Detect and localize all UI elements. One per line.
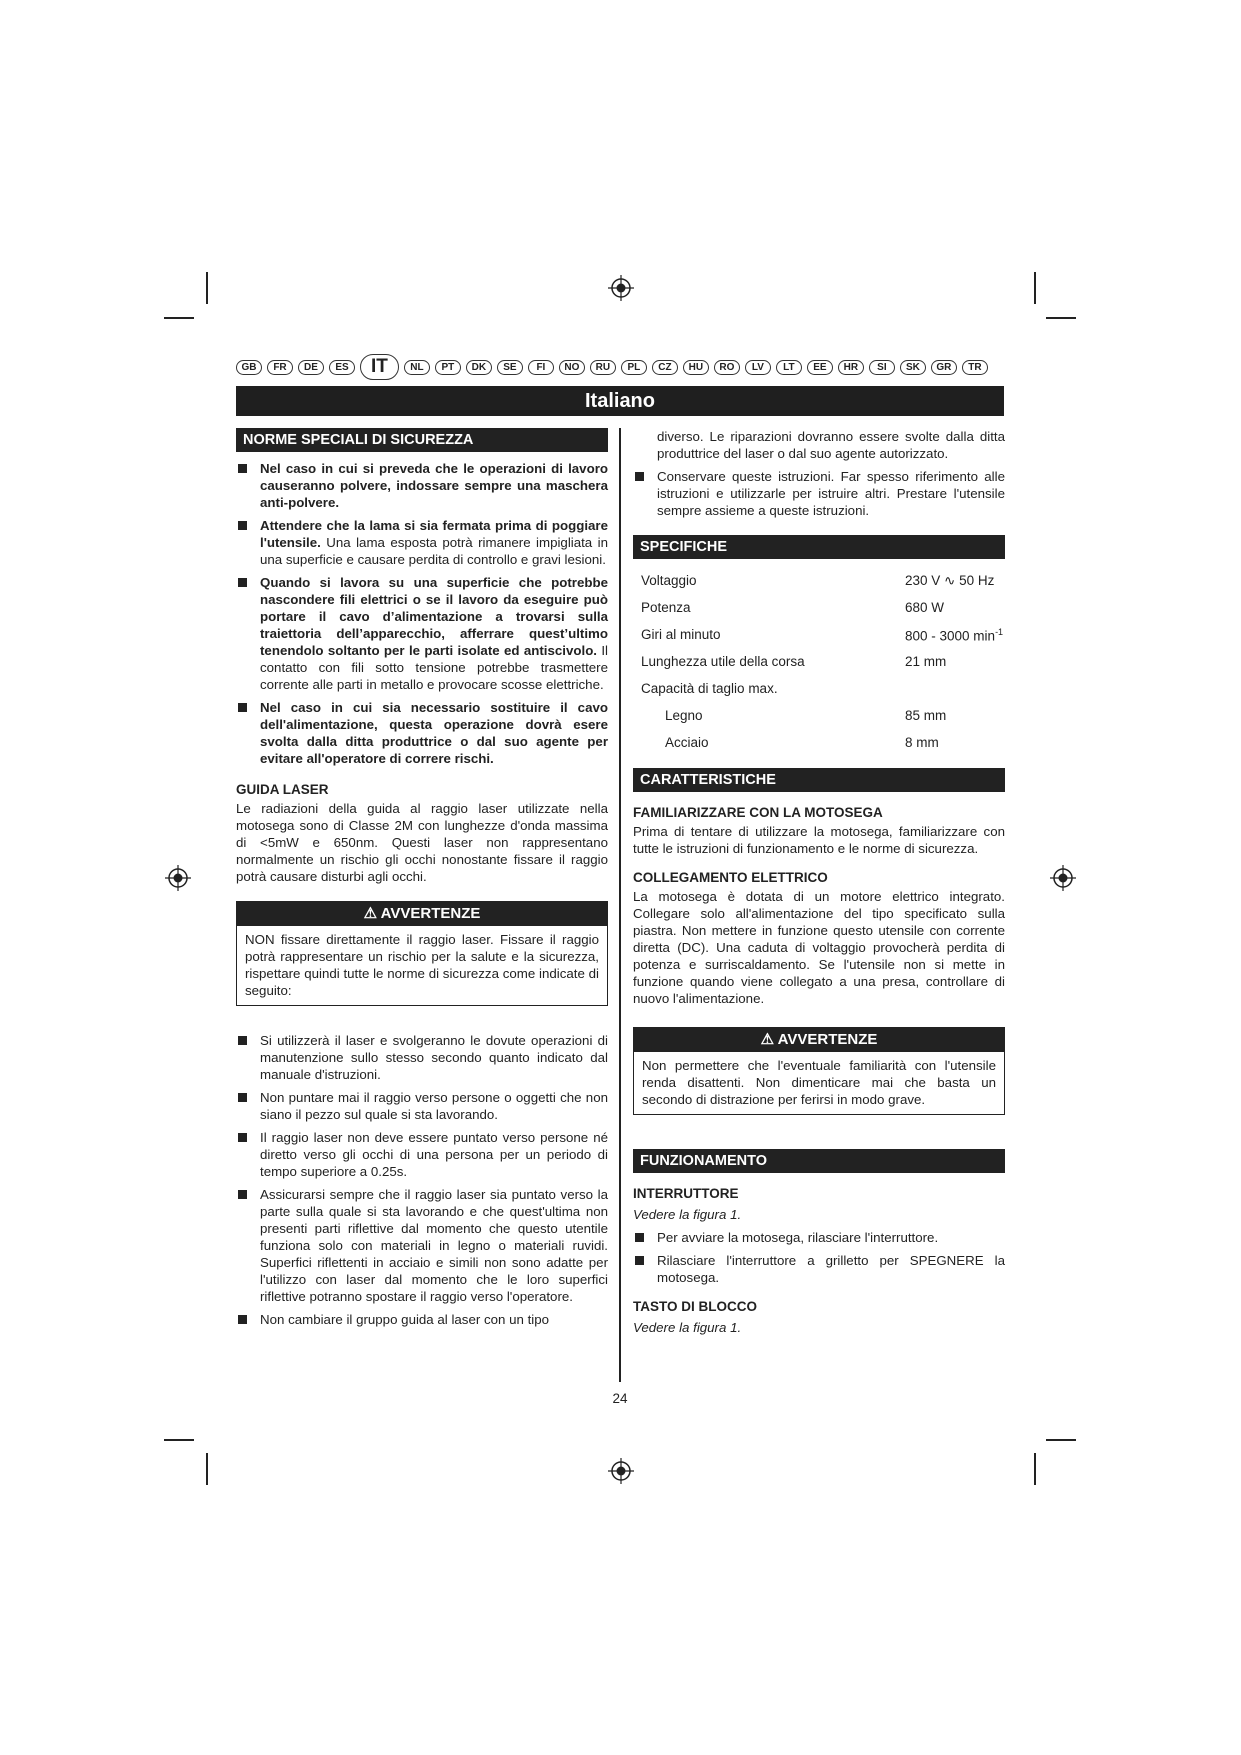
page-title: Italiano <box>236 386 1004 416</box>
figure-reference: Vedere la figura 1. <box>633 1320 742 1335</box>
language-tab-pl[interactable]: PL <box>621 360 647 375</box>
subheading-interruttore: INTERRUTTORE <box>633 1186 739 1201</box>
language-tab-de[interactable]: DE <box>298 360 324 375</box>
crop-mark <box>1034 1453 1036 1485</box>
spec-label: Voltaggio <box>641 573 697 588</box>
subheading-familiarizzare: FAMILIARIZZARE CON LA MOTOSEGA <box>633 805 883 820</box>
spec-value <box>905 729 1005 756</box>
list-item-bold: Nel caso in cui si preveda che le operazioni di lavoro causeranno polvere, indossare sempre una maschera anti-polvere. <box>260 461 608 510</box>
language-selector <box>236 356 1004 378</box>
guida-laser-text: Le radiazioni della guida al raggio laser utilizzate nella motosega sono di Classe 2M con lunghezze d'onda massima di <5mW e 650nm. Questi laser non rappresentano normalmente un rischio gli occhi nonostante fissare il raggio potrà causare disturbi agli occhi. <box>236 801 608 884</box>
subheading-guida-laser: GUIDA LASER <box>236 782 329 797</box>
spec-value <box>905 675 1005 702</box>
crop-mark <box>1046 1439 1076 1441</box>
spec-label: Potenza <box>641 600 691 615</box>
warning-triangle-icon: ⚠ <box>760 1031 775 1048</box>
list-item-bold: Quando si lavora su una superficie che potrebbe nascondere fili elettrici o se il lavoro da eseguire può portare il cavo d’alimentazione a trovarsi sulla traiettoria dell’apparecchio, afferrare quest’ultimo tenendolo soltanto per le parti isolate ed antiscivolo. <box>260 575 608 658</box>
language-tab-ro[interactable]: RO <box>714 360 740 375</box>
language-tab-cz[interactable]: CZ <box>652 360 678 375</box>
spec-value <box>905 648 1005 675</box>
language-tab-gb[interactable]: GB <box>236 360 262 375</box>
spec-label: Capacità di taglio max. <box>641 681 778 696</box>
left-column <box>236 428 608 1334</box>
list-item: Per avviare la motosega, rilasciare l'interruttore. <box>633 1229 1005 1246</box>
list-item <box>236 699 608 767</box>
list-item: Assicurarsi sempre che il raggio laser sia puntato verso la parte sulla quale si sta lavorando e che quest'ultima non presenti parti riflettive dal momento che questo utentile funziona solo con materiali in legno o materiali ruvidi. Superfici riflettenti in acciaio e simili non sono adatte per l'utilizzo con laser dal momento che le loro superfici riflettive potranno spostare il raggio verso l'operatore. <box>236 1186 608 1305</box>
language-tab-ee[interactable]: EE <box>807 360 833 375</box>
spec-row <box>633 621 1005 648</box>
list-item-text: Il contatto con fili sotto tensione potrebbe trasmettere corrente alle parti in metallo e provocare scosse elettriche. <box>260 643 609 692</box>
spec-row <box>633 648 1005 675</box>
crop-mark <box>164 1439 194 1441</box>
language-tab-hu[interactable]: HU <box>683 360 709 375</box>
spec-value <box>905 567 1005 594</box>
language-tab-nl[interactable]: NL <box>404 360 430 375</box>
language-tab-hr[interactable]: HR <box>838 360 864 375</box>
language-tab-tr[interactable]: TR <box>962 360 988 375</box>
registration-mark-icon <box>1050 865 1076 891</box>
language-tab-gr[interactable]: GR <box>931 360 957 375</box>
warning-box-laser <box>236 901 608 1006</box>
spec-row <box>633 567 1005 594</box>
warning-box-familiarity <box>633 1027 1005 1115</box>
page-number: 24 <box>612 1391 628 1406</box>
warning-text: Non permettere che l'eventuale familiarità con l'utensile renda disattenti. Non dimenticare mai che basta un secondo di distrazione per ferirsi in modo grave. <box>642 1058 996 1107</box>
language-tab-dk[interactable]: DK <box>466 360 492 375</box>
spec-value <box>905 594 1005 621</box>
list-item: Conservare queste istruzioni. Far spesso riferimento alle istruzioni e utilizzarle per istruire altri. Prestare l'utensile sempre assieme a queste istruzioni. <box>633 468 1005 519</box>
continued-text: diverso. Le riparazioni dovranno essere svolte dalla ditta produttrice del laser o dal suo agente autorizzato. <box>657 429 1005 461</box>
spec-row <box>633 594 1005 621</box>
subheading-collegamento: COLLEGAMENTO ELETTRICO <box>633 870 828 885</box>
warning-title: AVVERTENZE <box>777 1031 878 1048</box>
language-tab-sk[interactable]: SK <box>900 360 926 375</box>
list-item-bold: Nel caso in cui sia necessario sostituire il cavo dell'alimentazione, questa operazione dovrà esere svolta dalla ditta produttrice o dal suo agente per evitare all'operatore di correre rischi. <box>260 700 608 766</box>
language-tab-fi[interactable]: FI <box>528 360 554 375</box>
list-item-bold: Attendere che la lama si sia fermata prima di poggiare l'utensile. <box>260 518 608 550</box>
column-divider <box>619 428 621 1382</box>
spec-value-text: 230 V ∿ 50 Hz <box>905 573 995 588</box>
spec-value-text: 21 mm <box>905 654 947 669</box>
list-item: Il raggio laser non deve essere puntato verso persone né diretto verso gli occhi di una persona per un periodo di tempo superiore a 0.25s. <box>236 1129 608 1180</box>
language-tab-es[interactable]: ES <box>329 360 355 375</box>
crop-mark <box>164 317 194 319</box>
language-tab-pt[interactable]: PT <box>435 360 461 375</box>
list-item <box>236 460 608 511</box>
warning-triangle-icon: ⚠ <box>363 905 378 922</box>
list-item: Non cambiare il gruppo guida al laser con un tipo <box>236 1311 608 1328</box>
crop-mark <box>206 1453 208 1485</box>
right-column <box>633 428 1005 1336</box>
spec-label: Lunghezza utile della corsa <box>641 654 805 669</box>
spec-value <box>905 621 1005 648</box>
spec-row <box>633 675 1005 702</box>
warning-title: AVVERTENZE <box>380 905 481 922</box>
language-tab-no[interactable]: NO <box>559 360 585 375</box>
section-heading-norme: NORME SPECIALI DI SICUREZZA <box>236 428 608 452</box>
spec-value-text: 680 W <box>905 600 945 615</box>
list-item-text: Una lama esposta potrà rimanere impigliata in una superficie e causare perdita di controllo e gravi lesioni. <box>260 535 608 567</box>
spec-row <box>633 729 1005 756</box>
section-heading-caratteristiche: CARATTERISTICHE <box>633 768 1005 792</box>
list-item <box>236 517 608 568</box>
language-tab-lv[interactable]: LV <box>745 360 771 375</box>
warning-header <box>634 1028 1004 1052</box>
list-item: Si utilizzerà il laser e svolgeranno le dovute operazioni di manutenzione sullo stesso secondo quanto indicato dal manuale d'istruzioni. <box>236 1032 608 1083</box>
list-item: Non puntare mai il raggio verso persone o oggetti che non siano il pezzo sul quale si sta lavorando. <box>236 1089 608 1123</box>
language-tab-ru[interactable]: RU <box>590 360 616 375</box>
registration-mark-icon <box>165 865 191 891</box>
registration-mark-icon <box>608 275 634 301</box>
section-heading-specifiche: SPECIFICHE <box>633 535 1005 559</box>
language-tab-lt[interactable]: LT <box>776 360 802 375</box>
figure-reference: Vedere la figura 1. <box>633 1207 742 1222</box>
list-item: Rilasciare l'interruttore a grilletto per SPEGNERE la motosega. <box>633 1252 1005 1286</box>
language-tab-it[interactable]: IT <box>360 354 399 380</box>
collegamento-text: La motosega è dotata di un motore elettrico integrato. Collegare solo all'alimentazione del tipo specificato sulla piastra. Non mettere in funzione questo utensile con corrente diretta (DC). Una caduta di voltaggio provocherà perdita di potenza e surriscaldamento. Se l'utensile non si mette in funzione quando viene collegato a una presa, controllare di nuovo l'alimentazione. <box>633 889 1005 1006</box>
familiarizzare-text: Prima di tentare di utilizzare la motosega, familiarizzare con tutte le istruzioni di funzionamento e le norme di sicurezza. <box>633 824 1005 856</box>
crop-mark <box>1046 317 1076 319</box>
crop-mark <box>206 272 208 304</box>
spec-value <box>905 702 1005 729</box>
spec-value-text: 8 mm <box>905 735 939 750</box>
norme-list <box>236 460 608 767</box>
spec-label: Acciaio <box>665 735 709 750</box>
spec-table <box>633 567 1005 756</box>
list-item <box>236 574 608 693</box>
spec-value-text: 85 mm <box>905 708 947 723</box>
registration-mark-icon <box>608 1458 634 1484</box>
language-tab-si[interactable]: SI <box>869 360 895 375</box>
subheading-tasto-blocco: TASTO DI BLOCCO <box>633 1299 757 1314</box>
language-tab-se[interactable]: SE <box>497 360 523 375</box>
warning-text: NON fissare direttamente il raggio laser. Fissare il raggio potrà rappresentare un rischio per la salute e la sicurezza, rispettare quindi tutte le norme di sicurezza come indicate di seguito: <box>245 932 599 998</box>
spec-value-superscript: -1 <box>995 627 1004 638</box>
laser-list <box>236 1032 608 1328</box>
language-tab-fr[interactable]: FR <box>267 360 293 375</box>
warning-header <box>237 902 607 926</box>
spec-label: Giri al minuto <box>641 627 721 642</box>
spec-label: Legno <box>665 708 703 723</box>
spec-row <box>633 702 1005 729</box>
crop-mark <box>1034 272 1036 304</box>
interruttore-list <box>633 1229 1005 1286</box>
spec-value-text: 800 - 3000 min <box>905 628 996 644</box>
section-heading-funzionamento: FUNZIONAMENTO <box>633 1149 1005 1173</box>
